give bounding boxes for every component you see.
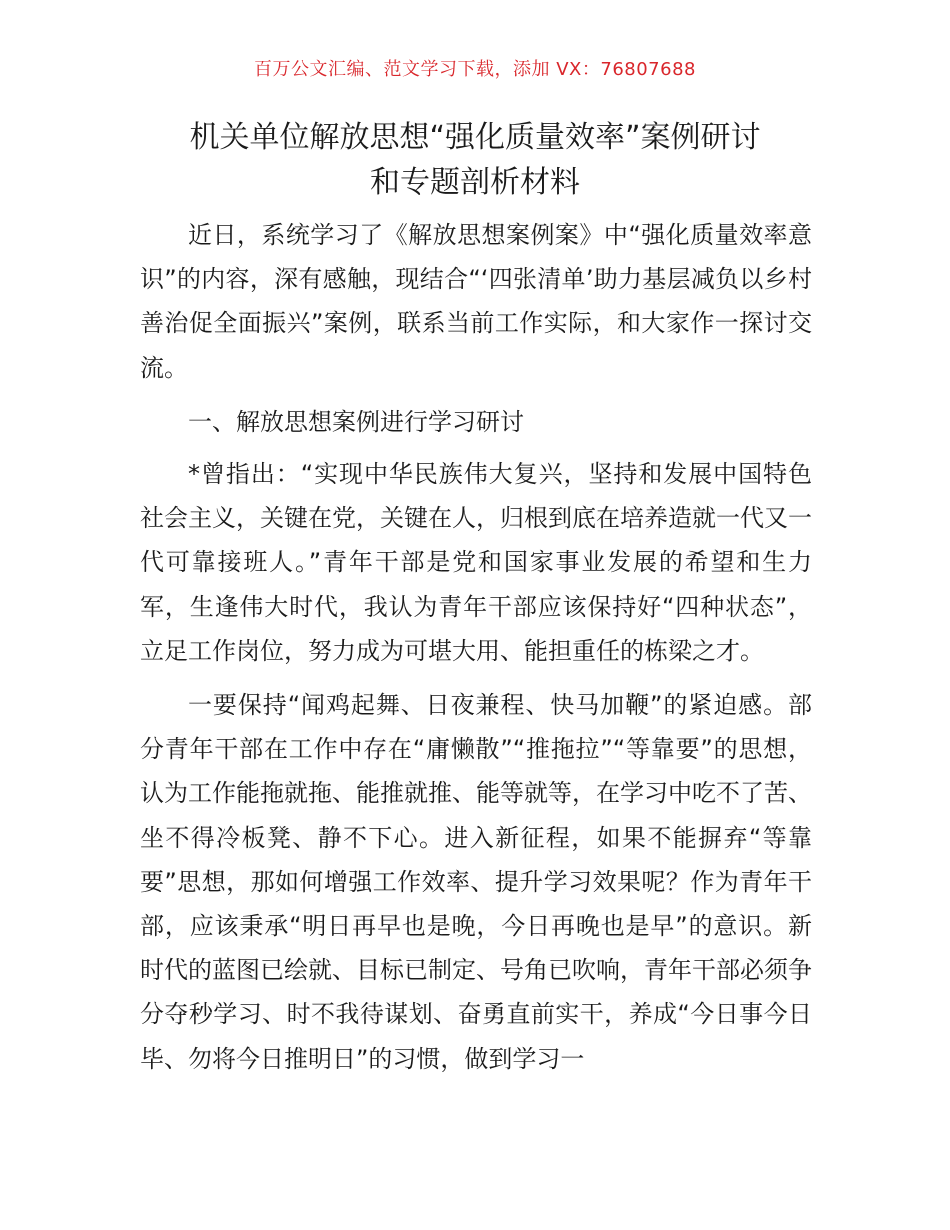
title-line-2: 和专题剖析材料 [370,165,580,200]
promo-header: 百万公文汇编、范文学习下载，添加 VX：76807688 [254,59,696,80]
title-line-1: 机关单位解放思想“强化质量效率”案例研讨 [189,120,761,155]
document-body [140,213,812,1091]
section-heading: 一、解放思想案例进行学习研讨 [188,407,524,436]
paragraph-intro: 近日，系统学习了《解放思想案例案》中“强化质量效率意识”的内容，深有感触，现结合“‘四张清单’助力基层减负以乡村善治促全面振兴”案例，联系当前工作实际，和大家作一探讨交流。 [140,221,812,382]
document-title [100,115,850,205]
paragraph-urgency: 一要保持“闻鸡起舞、日夜兼程、快马加鞭”的紧迫感。部分青年干部在工作中存在“庸懒散”“推拖拉”“等靠要”的思想，认为工作能拖就拖、能推就推、能等就等，在学习中吃不了苦、坐不得冷板凳、静不下心。进入新征程，如果不能摒弃“等靠要”思想，那如何增强工作效率、提升学习效果呢？作为青年干部，应该秉承“明日再早也是晚，今日再晚也是早”的意识。新时代的蓝图已绘就、目标已制定、号角已吹响，青年干部必须争分夺秒学习、时不我待谋划、奋勇直前实干，养成“今日事今日毕、勿将今日推明日”的习惯，做到学习一 [140,691,812,1073]
paragraph-quote: *曾指出：“实现中华民族伟大复兴，坚持和发展中国特色社会主义，关键在党，关键在人，归根到底在培养造就一代又一代可靠接班人。”青年干部是党和国家事业发展的希望和生力军，生逢伟大时代，我认为青年干部应该保持好“四种状态”，立足工作岗位，努力成为可堪大用、能担重任的栋梁之才。 [140,460,812,665]
